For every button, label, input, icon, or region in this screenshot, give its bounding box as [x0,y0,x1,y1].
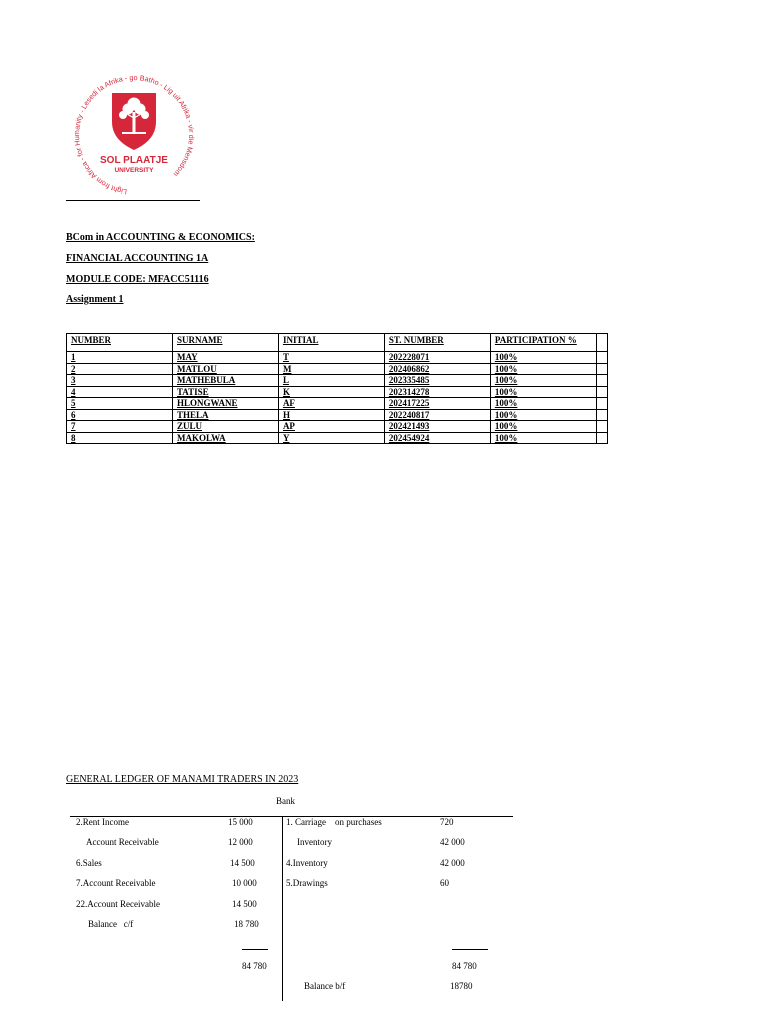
module-heading: FINANCIAL ACCOUNTING 1A [66,253,209,264]
table-cell: 6 [67,409,173,421]
module-code-heading: MODULE CODE: MFACC51116 [66,274,209,285]
ledger-title: GENERAL LEDGER OF MANAMI TRADERS IN 2023 [66,774,299,785]
table-cell: THELA [172,409,278,421]
table-cell: 202240817 [384,409,490,421]
logo-divider [66,200,200,201]
logo-name-line1: SOL PLAATJE [100,155,168,166]
debit-entry-label: 22.Account Receivable [76,899,160,909]
table-cell: 100% [490,398,596,410]
empty-cell [596,409,607,421]
column-header: INITIAL [278,334,384,352]
table-header-row [67,334,608,352]
logo-arc-text: Light from Africa - for Humanity - Lesedi la Afrika - go Batho - Lig uit Afrika - vir die Mensdom [71,72,197,197]
table-row [67,409,608,421]
credit-total-rule [452,949,488,950]
table-row [67,375,608,387]
table-cell: 100% [490,386,596,398]
credit-entry-amount: 42 000 [440,837,465,847]
table-cell: K [278,386,384,398]
debit-entry-label: Balance c/f [88,919,134,929]
table-cell: 100% [490,421,596,433]
ledger-center-rule [282,816,283,1001]
table-cell: L [278,375,384,387]
credit-entry-amount: 60 [440,878,449,888]
table-cell: 202406862 [384,363,490,375]
table-cell: 4 [67,386,173,398]
debit-entry-amount: 15 000 [228,817,253,827]
table-cell: MATHEBULA [172,375,278,387]
empty-cell [596,421,607,433]
table-row [67,386,608,398]
assignment-heading: Assignment 1 [66,294,124,305]
table-cell: 100% [490,363,596,375]
table-cell: 100% [490,409,596,421]
column-header: ST. NUMBER [384,334,490,352]
table-cell: 202421493 [384,421,490,433]
empty-cell [596,398,607,410]
table-row [67,432,608,444]
table-cell: 202335485 [384,375,490,387]
credit-entry-amount: 42 000 [440,858,465,868]
ledger-account-name: Bank [276,796,295,806]
empty-cell [596,352,607,364]
table-cell: 202228071 [384,352,490,364]
debit-entry-amount: 14 500 [232,899,257,909]
empty-cell [596,363,607,375]
group-members-table [66,333,608,444]
column-header: PARTICIPATION % [490,334,596,352]
table-cell: 5 [67,398,173,410]
debit-entry-amount: 12 000 [228,837,253,847]
column-header: SURNAME [172,334,278,352]
table-cell: 202314278 [384,386,490,398]
debit-total: 84 780 [242,961,267,971]
table-row [67,398,608,410]
credit-entry-label: 4.Inventory [286,858,328,868]
table-cell: 100% [490,352,596,364]
debit-entry-amount: 10 000 [232,878,257,888]
table-cell: 2 [67,363,173,375]
debit-entry-amount: 18 780 [234,919,259,929]
table-cell: MAY [172,352,278,364]
table-cell: ZULU [172,421,278,433]
table-cell: TATISE [172,386,278,398]
empty-cell [596,386,607,398]
debit-entry-label: 2.Rent Income [76,817,129,827]
table-cell: 100% [490,432,596,444]
table-row [67,352,608,364]
debit-total-rule [242,949,268,950]
university-logo [64,70,204,200]
column-header: NUMBER [67,334,173,352]
table-cell: 202417225 [384,398,490,410]
debit-entry-amount: 14 500 [230,858,255,868]
table-cell: 202454924 [384,432,490,444]
table-cell: M [278,363,384,375]
empty-cell [596,334,607,352]
table-cell: 8 [67,432,173,444]
table-cell: AP [278,421,384,433]
table-cell: AF [278,398,384,410]
table-cell: 3 [67,375,173,387]
debit-entry-label: 7.Account Receivable [76,878,156,888]
table-cell: H [278,409,384,421]
table-cell: Y [278,432,384,444]
table-cell: HLONGWANE [172,398,278,410]
table-cell: 1 [67,352,173,364]
credit-entry-label: 1. Carriage on purchases [286,817,382,827]
credit-total: 84 780 [452,961,477,971]
empty-cell [596,432,607,444]
programme-heading: BCom in ACCOUNTING & ECONOMICS: [66,232,255,243]
debit-entry-label: 6.Sales [76,858,102,868]
balance-bf-label: Balance b/f [304,981,346,991]
balance-bf-amount: 18780 [450,981,473,991]
credit-entry-label: 5.Drawings [286,878,328,888]
logo-name-line2: UNIVERSITY [114,167,154,174]
credit-entry-amount: 720 [440,817,454,827]
debit-entry-label: Account Receivable [86,837,159,847]
credit-entry-label: Inventory [297,837,332,847]
table-cell: MATLOU [172,363,278,375]
table-cell: 100% [490,375,596,387]
table-row [67,421,608,433]
table-cell: MAKOLWA [172,432,278,444]
table-row [67,363,608,375]
empty-cell [596,375,607,387]
table-cell: T [278,352,384,364]
table-cell: 7 [67,421,173,433]
